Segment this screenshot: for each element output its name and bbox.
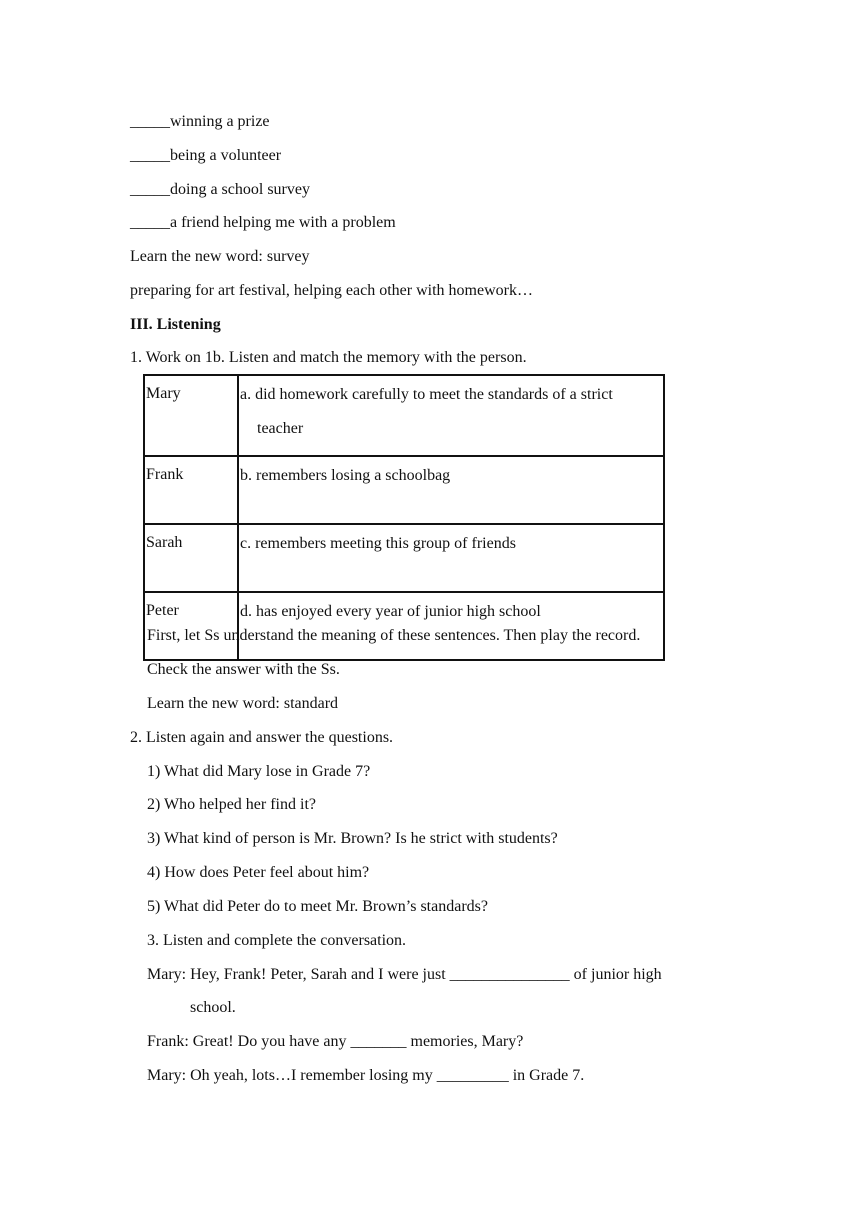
table-row: [144, 375, 664, 456]
question: 5) What did Peter do to meet Mr. Brown’s standards?: [147, 898, 488, 915]
task3-title: 3. Listen and complete the conversation.: [147, 932, 407, 949]
examples-text: preparing for art festival, helping each other with homework…: [130, 282, 533, 299]
memory-text: a. did homework carefully to meet the standards of a strict: [240, 386, 613, 403]
teacher-note: First, let Ss understand the meaning of these sentences. Then play the record.: [147, 627, 641, 644]
conversation-line-cont: school.: [190, 999, 236, 1016]
matching-table: [143, 374, 665, 661]
teacher-note: Check the answer with the Ss.: [147, 661, 340, 678]
memory-cell: [238, 375, 664, 456]
conversation-line: Mary: Oh yeah, lots…I remember losing my _________ in Grade 7.: [147, 1067, 585, 1084]
memory-text-cont: teacher: [257, 420, 304, 437]
section-heading-listening: III. Listening: [130, 316, 221, 333]
new-word-standard: Learn the new word: standard: [147, 695, 339, 712]
warmup-item: _____doing a school survey: [130, 181, 310, 198]
memory-text: b. remembers losing a schoolbag: [238, 456, 664, 524]
question: 1) What did Mary lose in Grade 7?: [147, 763, 371, 780]
table-row: [144, 524, 664, 592]
task2-title: 2. Listen again and answer the questions.: [130, 729, 394, 746]
new-word-survey: Learn the new word: survey: [130, 248, 310, 265]
person-name: Peter: [144, 592, 238, 660]
person-name: Frank: [144, 456, 238, 524]
memory-text: d. has enjoyed every year of junior high school: [238, 592, 664, 660]
person-name: Mary: [144, 375, 238, 456]
question: 4) How does Peter feel about him?: [147, 864, 370, 881]
conversation-line: Mary: Hey, Frank! Peter, Sarah and I were just _______________ of junior high: [147, 966, 662, 983]
warmup-item: _____winning a prize: [130, 113, 270, 130]
task1-title: 1. Work on 1b. Listen and match the memory with the person.: [130, 349, 527, 366]
person-name: Sarah: [144, 524, 238, 592]
question: 2) Who helped her find it?: [147, 796, 316, 813]
question: 3) What kind of person is Mr. Brown? Is he strict with students?: [147, 830, 558, 847]
conversation-line: Frank: Great! Do you have any _______ memories, Mary?: [147, 1033, 524, 1050]
warmup-item: _____being a volunteer: [130, 147, 282, 164]
memory-text: c. remembers meeting this group of friends: [238, 524, 664, 592]
warmup-item: _____a friend helping me with a problem: [130, 214, 396, 231]
table-row: [144, 456, 664, 524]
